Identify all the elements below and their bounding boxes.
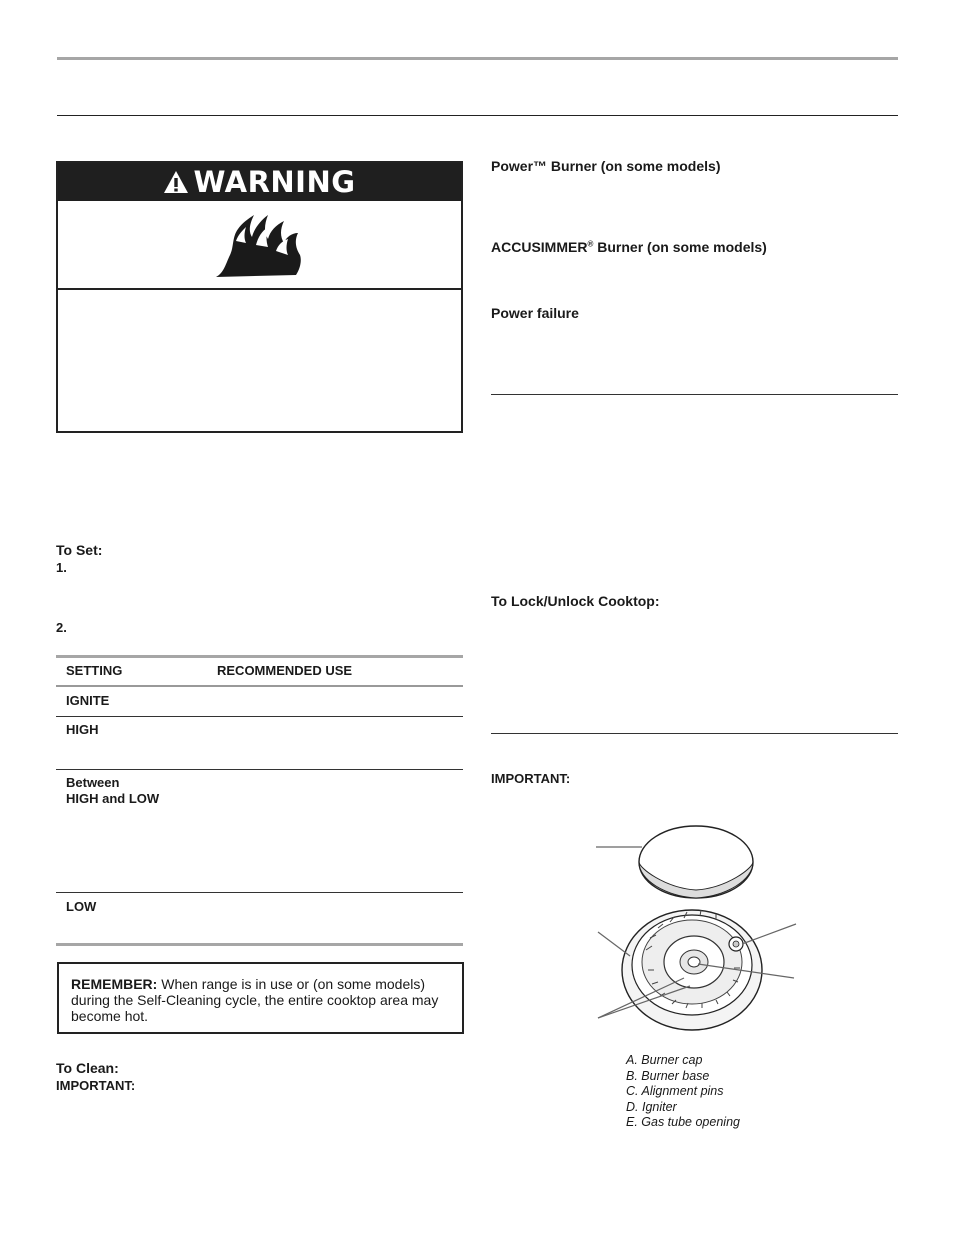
step-2-number: 2. — [56, 620, 67, 635]
power-burner-heading: Power™ Burner (on some models) — [491, 158, 721, 174]
lock-unlock-heading: To Lock/Unlock Cooktop: — [491, 593, 660, 609]
section-rule — [491, 733, 898, 734]
table-header-setting: SETTING — [66, 663, 123, 678]
power-failure-heading: Power failure — [491, 305, 579, 321]
accusimmer-rest: Burner (on some models) — [593, 239, 767, 255]
table-header-recommended-use: RECOMMENDED USE — [217, 663, 353, 678]
legend-item: D. Igniter — [626, 1099, 677, 1114]
table-header-rule — [56, 685, 463, 687]
legend-item: C. Alignment pins — [626, 1084, 724, 1099]
table-row-between: Between — [66, 775, 120, 790]
step-1-number: 1. — [56, 560, 67, 575]
legend-item: A. Burner cap — [626, 1053, 703, 1067]
header-rule — [57, 115, 898, 116]
accusimmer-heading — [491, 239, 767, 255]
table-top-rule — [56, 655, 463, 658]
warning-icon-row — [58, 201, 461, 290]
table-row-rule — [56, 892, 463, 893]
remember-note — [71, 976, 450, 1024]
table-row-high: HIGH — [66, 722, 99, 737]
warning-header — [58, 163, 461, 201]
burner-cap-illustration — [639, 826, 753, 898]
legend-item: B. Burner base — [626, 1068, 710, 1083]
table-row-rule — [56, 716, 463, 717]
important-label-right: IMPORTANT: — [491, 771, 571, 786]
registered-mark: ® — [587, 239, 594, 249]
to-set-heading: To Set: — [56, 542, 103, 558]
section-rule — [491, 394, 898, 395]
diagram-legend — [626, 1053, 740, 1131]
remember-label: REMEMBER: — [71, 976, 158, 992]
warning-triangle-icon — [163, 170, 189, 194]
fire-hazard-icon — [214, 211, 306, 279]
accusimmer-name: ACCUSIMMER — [491, 239, 588, 255]
legend-item: E. Gas tube opening — [626, 1115, 740, 1130]
warning-box — [56, 161, 463, 433]
table-bottom-rule — [56, 943, 463, 946]
table-row-ignite: IGNITE — [66, 693, 110, 708]
important-label-left: IMPORTANT: — [56, 1078, 136, 1093]
remember-box — [57, 962, 464, 1034]
remember-text: When range is in use or (on some models) during the Self-Cleaning cycle, the entire cooktop area may become hot. — [71, 976, 439, 1024]
top-rule — [57, 57, 898, 60]
table-row-rule — [56, 769, 463, 770]
warning-title: WARNING — [193, 165, 356, 199]
to-clean-heading: To Clean: — [56, 1060, 119, 1076]
table-row-high-and-low: HIGH and LOW — [66, 791, 160, 806]
burner-diagram — [590, 810, 805, 1050]
table-row-low: LOW — [66, 899, 97, 914]
